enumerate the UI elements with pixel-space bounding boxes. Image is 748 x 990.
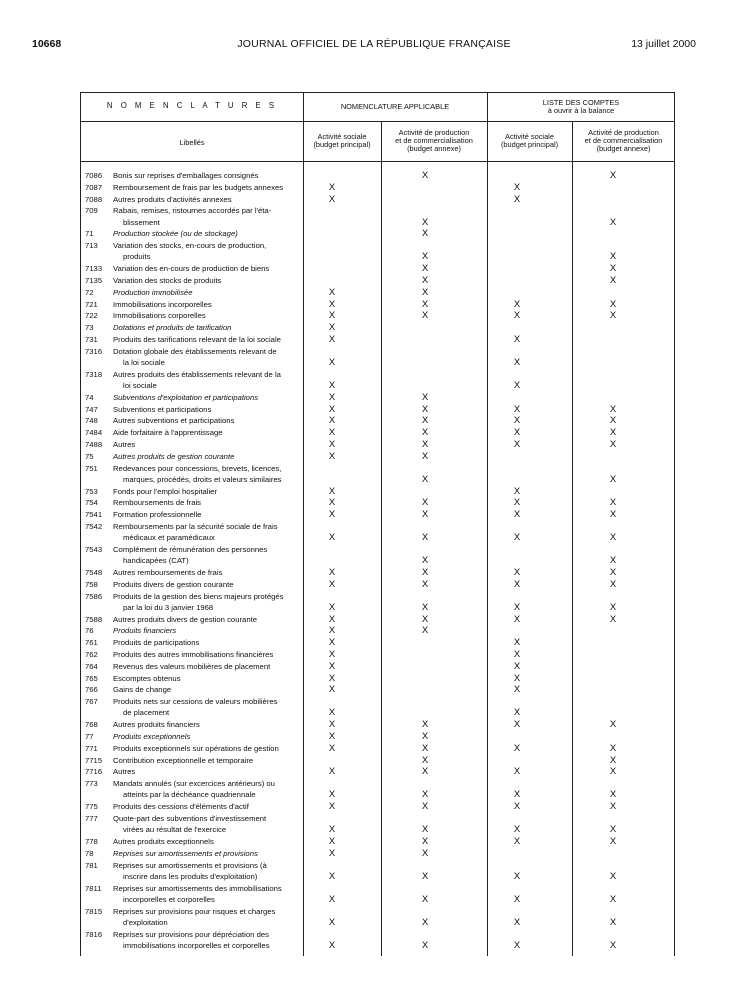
applicable-mark: X [421, 870, 429, 882]
account-label: Production immobilisée [113, 287, 193, 297]
account-label: Immobilisations incorporelles [113, 299, 212, 309]
applicable-mark: X [609, 601, 617, 613]
account-code: 765 [85, 673, 98, 683]
account-label: Remboursement de frais par les budgets annexes [113, 182, 284, 192]
liste-comptes-heading: LISTE DES COMPTES à ouvrir à la balance [542, 98, 620, 115]
applicable-mark: X [513, 836, 521, 847]
applicable-mark: X [609, 613, 617, 625]
applicable-mark: X [328, 322, 336, 334]
account-code: 751 [85, 463, 98, 473]
account-label: Autres produits des établissements relevant de la loi sociale [113, 369, 281, 390]
account-code: 7815 [85, 906, 103, 916]
applicable-mark: X [328, 870, 336, 882]
applicable-mark: X [513, 939, 521, 951]
applicable-mark: X [609, 939, 617, 951]
applicable-mark: X [421, 286, 429, 298]
account-label: Autres subventions et participations [113, 416, 235, 426]
page-header [0, 38, 748, 52]
account-code: 762 [85, 650, 98, 659]
applicable-mark: X [421, 893, 429, 905]
account-code: 75 [85, 451, 94, 461]
account-code: 7716 [85, 767, 103, 777]
applicable-mark: X [609, 310, 617, 322]
account-code: 748 [85, 416, 98, 426]
applicable-mark: X [421, 754, 429, 766]
applicable-mark: X [328, 379, 336, 391]
applicable-mark: X [609, 824, 617, 836]
applicable-mark: X [328, 847, 336, 859]
applicable-mark: X [328, 310, 336, 322]
applicable-mark: X [513, 509, 521, 521]
account-label: Produits des autres immobilisations financières [113, 650, 274, 659]
header-divider [81, 161, 674, 162]
account-label: Remboursements par la sécurité sociale de frais médicaux et paramédicaux [113, 522, 278, 543]
account-code: 747 [85, 404, 98, 414]
account-label: Produits financiers [113, 626, 177, 636]
applicable-mark: X [328, 427, 336, 439]
account-code: 722 [85, 311, 98, 321]
applicable-mark: X [421, 555, 429, 567]
account-label: Dotation globale des établissements relevant de la loi sociale [113, 346, 277, 367]
applicable-mark: X [421, 719, 429, 731]
account-label: Mandats annulés (sur excercices antérieurs) ou atteints par la déchéance quadriennale [113, 779, 275, 800]
account-label: Produits de la gestion des biens majeurs protégés par la loi du 3 janvier 1968 [113, 591, 284, 612]
applicable-mark: X [421, 916, 429, 928]
applicable-mark: X [513, 567, 521, 578]
applicable-mark: X [513, 181, 521, 193]
account-label: Remboursements de frais [113, 498, 202, 508]
applicable-mark: X [513, 497, 521, 509]
applicable-mark: X [421, 251, 429, 263]
applicable-mark: X [513, 719, 521, 731]
applicable-mark: X [513, 310, 521, 322]
applicable-mark: X [328, 613, 336, 625]
account-label: Immobilisations corporelles [113, 311, 206, 321]
account-label: Autres produits financiers [113, 720, 200, 730]
applicable-mark: X [513, 649, 521, 660]
account-label: Autres produits d'activités annexes [113, 194, 232, 204]
applicable-mark: X [513, 403, 521, 415]
account-label: Autres [113, 440, 136, 449]
applicable-mark: X [328, 719, 336, 731]
account-code: 7541 [85, 510, 103, 520]
applicable-mark: X [421, 391, 429, 403]
account-label: Subventions d'exploitation et participations [113, 392, 259, 402]
applicable-mark: X [609, 439, 617, 450]
applicable-mark: X [328, 578, 336, 590]
applicable-mark: X [513, 789, 521, 801]
applicable-mark: X [328, 939, 336, 951]
account-code: 7087 [85, 182, 103, 192]
account-code: 731 [85, 335, 98, 344]
applicable-mark: X [328, 439, 336, 450]
account-code: 7488 [85, 440, 103, 449]
applicable-mark: X [513, 485, 521, 497]
account-label: Contribution exceptionnelle et temporaire [113, 755, 254, 765]
applicable-mark: X [609, 263, 617, 275]
nomenclatures-heading: N O M E N C L A T U R E S [106, 101, 278, 110]
applicable-mark: X [513, 660, 521, 672]
applicable-mark: X [328, 684, 336, 696]
account-code: 7135 [85, 276, 103, 285]
applicable-mark: X [609, 403, 617, 415]
applicable-mark: X [609, 415, 617, 427]
applicable-mark: X [513, 334, 521, 345]
applicable-mark: X [328, 415, 336, 427]
applicable-mark: X [328, 298, 336, 310]
account-code: 76 [85, 626, 94, 636]
applicable-mark: X [421, 601, 429, 613]
applicable-mark: X [609, 916, 617, 928]
applicable-mark: X [328, 193, 336, 205]
applicable-mark: X [421, 509, 429, 521]
account-label: Reprises sur provisions pour dépréciation des immobilisations incorporelles et corporelles [113, 929, 270, 950]
account-code: 713 [85, 241, 98, 251]
applicable-mark: X [609, 275, 617, 286]
applicable-mark: X [513, 870, 521, 882]
applicable-mark: X [328, 801, 336, 813]
applicable-mark: X [609, 742, 617, 754]
applicable-mark: X [421, 415, 429, 427]
account-code: 71 [85, 229, 94, 239]
account-label: Autres produits exceptionnels [113, 837, 214, 846]
col-divider [381, 121, 382, 956]
applicable-mark: X [513, 578, 521, 590]
applicable-mark: X [421, 613, 429, 625]
applicable-mark: X [513, 916, 521, 928]
applicable-mark: X [513, 613, 521, 625]
applicable-mark: X [513, 707, 521, 719]
col-sociale-liste-heading: Activité sociale (budget principal) [500, 132, 559, 149]
account-label: Variation des en-cours de production de biens [113, 264, 270, 274]
applicable-mark: X [421, 789, 429, 801]
account-code: 709 [85, 206, 98, 216]
account-code: 72 [85, 287, 94, 297]
account-code: 7318 [85, 369, 103, 379]
applicable-mark: X [421, 497, 429, 509]
applicable-mark: X [609, 801, 617, 813]
account-label: Produits nets sur cessions de valeurs mobilières de placement [113, 697, 278, 718]
account-label: Reprises sur provisions pour risques et charges d'exploitation [113, 906, 276, 927]
account-label: Produits des cessions d'éléments d'actif [113, 802, 249, 812]
account-code: 777 [85, 814, 98, 823]
account-label: Produits exceptionnels [113, 732, 191, 741]
account-code: 781 [85, 860, 98, 870]
applicable-mark: X [513, 298, 521, 310]
account-label: Complément de rémunération des personnes handicapées (CAT) [113, 545, 268, 566]
applicable-mark: X [328, 391, 336, 403]
account-label: Reprises sur amortissements et provisions (à inscrire dans les produits d'exploitation) [113, 860, 267, 881]
account-label: Autres [113, 767, 136, 777]
applicable-mark: X [328, 567, 336, 578]
applicable-mark: X [513, 893, 521, 905]
applicable-mark: X [609, 836, 617, 847]
applicable-mark: X [513, 672, 521, 684]
account-label: Produits exceptionnels sur opérations de gestion [113, 743, 279, 753]
applicable-mark: X [609, 567, 617, 578]
account-label: Subventions et participations [113, 404, 212, 414]
applicable-mark: X [328, 916, 336, 928]
account-code: 7548 [85, 568, 103, 577]
applicable-mark: X [421, 824, 429, 836]
account-label: Variation des stocks, en-cours de production, produits [113, 241, 267, 262]
account-label: Produits divers de gestion courante [113, 579, 234, 589]
applicable-mark: X [328, 637, 336, 649]
account-code: 778 [85, 837, 98, 846]
applicable-mark: X [609, 251, 617, 263]
applicable-mark: X [513, 766, 521, 778]
applicable-mark: X [609, 893, 617, 905]
applicable-mark: X [609, 766, 617, 778]
account-code: 73 [85, 323, 94, 333]
publication-date: 13 juillet 2000 [631, 38, 696, 50]
applicable-mark: X [328, 532, 336, 544]
applicable-mark: X [421, 216, 429, 228]
applicable-mark: X [513, 415, 521, 427]
account-code: 7316 [85, 346, 103, 356]
applicable-mark: X [421, 836, 429, 847]
applicable-mark: X [421, 801, 429, 813]
applicable-mark: X [421, 567, 429, 578]
applicable-mark: X [609, 216, 617, 228]
applicable-mark: X [421, 532, 429, 544]
account-label: Gains de change [113, 685, 172, 695]
applicable-mark: X [513, 439, 521, 450]
account-label: Formation professionnelle [113, 510, 202, 520]
account-label: Rabais, remises, ristournes accordés par l'éta- blissement [113, 206, 272, 227]
applicable-mark: X [609, 532, 617, 544]
account-label: Aide forfaitaire à l'apprentissage [113, 428, 223, 438]
account-code: 7484 [85, 428, 103, 438]
applicable-mark: X [421, 847, 429, 859]
applicable-mark: X [328, 497, 336, 509]
account-label: Produits de participations [113, 638, 200, 648]
applicable-mark: X [328, 286, 336, 298]
account-code: 768 [85, 720, 98, 730]
col-production-liste-heading: Activité de production et de commercialisation (budget annexe) [584, 128, 663, 153]
applicable-mark: X [609, 555, 617, 567]
account-code: 78 [85, 848, 94, 858]
libelles-heading: Libellés [179, 138, 205, 147]
applicable-mark: X [421, 298, 429, 310]
account-label: Quote-part des subventions d'investissement virées au résultat de l'exercice [113, 814, 267, 835]
applicable-mark: X [513, 801, 521, 813]
applicable-mark: X [513, 742, 521, 754]
account-label: Variation des stocks de produits [113, 276, 222, 285]
applicable-mark: X [328, 742, 336, 754]
account-code: 7715 [85, 755, 103, 765]
applicable-mark: X [421, 170, 429, 181]
applicable-mark: X [328, 509, 336, 521]
applicable-mark: X [421, 766, 429, 778]
header-divider [81, 121, 674, 122]
applicable-mark: X [421, 403, 429, 415]
page-number: 10668 [32, 38, 62, 50]
col-divider [303, 93, 304, 956]
applicable-mark: X [513, 193, 521, 205]
applicable-mark: X [328, 625, 336, 637]
applicable-mark: X [513, 684, 521, 696]
account-code: 771 [85, 743, 98, 753]
applicable-mark: X [609, 427, 617, 439]
col-divider [572, 121, 573, 956]
account-label: Reprises sur amortissements des immobilisations incorporelles et corporelles [113, 883, 282, 904]
applicable-mark: X [421, 450, 429, 462]
applicable-mark: X [328, 334, 336, 345]
account-label: Autres produits de gestion courante [113, 451, 235, 461]
applicable-mark: X [328, 672, 336, 684]
account-label: Redevances pour concessions, brevets, licences, marques, procédés, droits et valeurs similaires [113, 463, 282, 484]
nomenclature-applicable-heading: NOMENCLATURE APPLICABLE [340, 102, 450, 111]
applicable-mark: X [328, 649, 336, 660]
applicable-mark: X [421, 263, 429, 275]
applicable-mark: X [513, 637, 521, 649]
account-code: 767 [85, 697, 98, 707]
applicable-mark: X [328, 766, 336, 778]
applicable-mark: X [328, 601, 336, 613]
account-code: 7588 [85, 614, 103, 624]
applicable-mark: X [513, 356, 521, 368]
applicable-mark: X [328, 181, 336, 193]
applicable-mark: X [609, 473, 617, 485]
col-divider [487, 93, 488, 956]
account-label: Autres remboursements de frais [113, 568, 223, 577]
applicable-mark: X [328, 356, 336, 368]
account-code: 766 [85, 685, 98, 695]
applicable-mark: X [421, 731, 429, 742]
account-code: 775 [85, 802, 98, 812]
account-code: 7542 [85, 522, 103, 531]
applicable-mark: X [609, 298, 617, 310]
account-label: Produits des tarifications relevant de la loi sociale [113, 335, 281, 344]
account-code: 74 [85, 392, 94, 402]
account-label: Escomptes obtenus [113, 673, 181, 683]
applicable-mark: X [421, 939, 429, 951]
account-code: 7088 [85, 194, 103, 204]
applicable-mark: X [609, 870, 617, 882]
applicable-mark: X [328, 707, 336, 719]
applicable-mark: X [609, 719, 617, 731]
applicable-mark: X [328, 836, 336, 847]
account-code: 721 [85, 299, 98, 309]
account-code: 753 [85, 486, 98, 496]
account-code: 764 [85, 661, 98, 671]
account-code: 7086 [85, 171, 103, 180]
account-label: Bonis sur reprises d'emballages consignés [113, 171, 259, 180]
account-code: 7543 [85, 545, 103, 554]
applicable-mark: X [328, 485, 336, 497]
applicable-mark: X [421, 228, 429, 240]
account-code: 7811 [85, 883, 102, 893]
col-production-heading: Activité de production et de commercialisation (budget annexe) [395, 128, 473, 153]
account-code: 7133 [85, 264, 103, 274]
account-label: Production stockée (ou de stockage) [113, 229, 238, 239]
applicable-mark: X [513, 824, 521, 836]
journal-title: JOURNAL OFFICIEL DE LA RÉPUBLIQUE FRANÇAISE [237, 38, 511, 50]
applicable-mark: X [421, 742, 429, 754]
account-label: Fonds pour l'emploi hospitalier [113, 486, 218, 496]
applicable-mark: X [421, 275, 429, 286]
applicable-mark: X [421, 473, 429, 485]
applicable-mark: X [328, 824, 336, 836]
applicable-mark: X [421, 625, 429, 637]
account-code: 7816 [85, 929, 103, 939]
account-code: 77 [85, 732, 94, 741]
applicable-mark: X [421, 578, 429, 590]
nomenclature-table [80, 92, 675, 956]
applicable-mark: X [609, 578, 617, 590]
applicable-mark: X [609, 509, 617, 521]
account-label: Revenus des valeurs mobilières de placement [113, 661, 271, 671]
applicable-mark: X [421, 427, 429, 439]
account-code: 773 [85, 779, 98, 789]
account-code: 758 [85, 579, 98, 589]
applicable-mark: X [421, 439, 429, 450]
applicable-mark: X [513, 427, 521, 439]
account-code: 761 [85, 638, 98, 648]
applicable-mark: X [328, 789, 336, 801]
applicable-mark: X [328, 731, 336, 742]
applicable-mark: X [513, 379, 521, 391]
applicable-mark: X [609, 789, 617, 801]
account-label: Autres produits divers de gestion courante [113, 614, 258, 624]
account-code: 754 [85, 498, 98, 508]
applicable-mark: X [328, 450, 336, 462]
account-label: Reprises sur amortissements et provisions [113, 848, 258, 858]
applicable-mark: X [421, 310, 429, 322]
col-sociale-heading: Activité sociale (budget principal) [313, 132, 371, 149]
applicable-mark: X [328, 403, 336, 415]
applicable-mark: X [513, 532, 521, 544]
account-label: Dotations et produits de tarification [113, 323, 232, 333]
account-code: 7586 [85, 591, 103, 601]
applicable-mark: X [328, 660, 336, 672]
applicable-mark: X [513, 601, 521, 613]
applicable-mark: X [328, 893, 336, 905]
applicable-mark: X [609, 497, 617, 509]
applicable-mark: X [609, 754, 617, 766]
applicable-mark: X [609, 170, 617, 181]
